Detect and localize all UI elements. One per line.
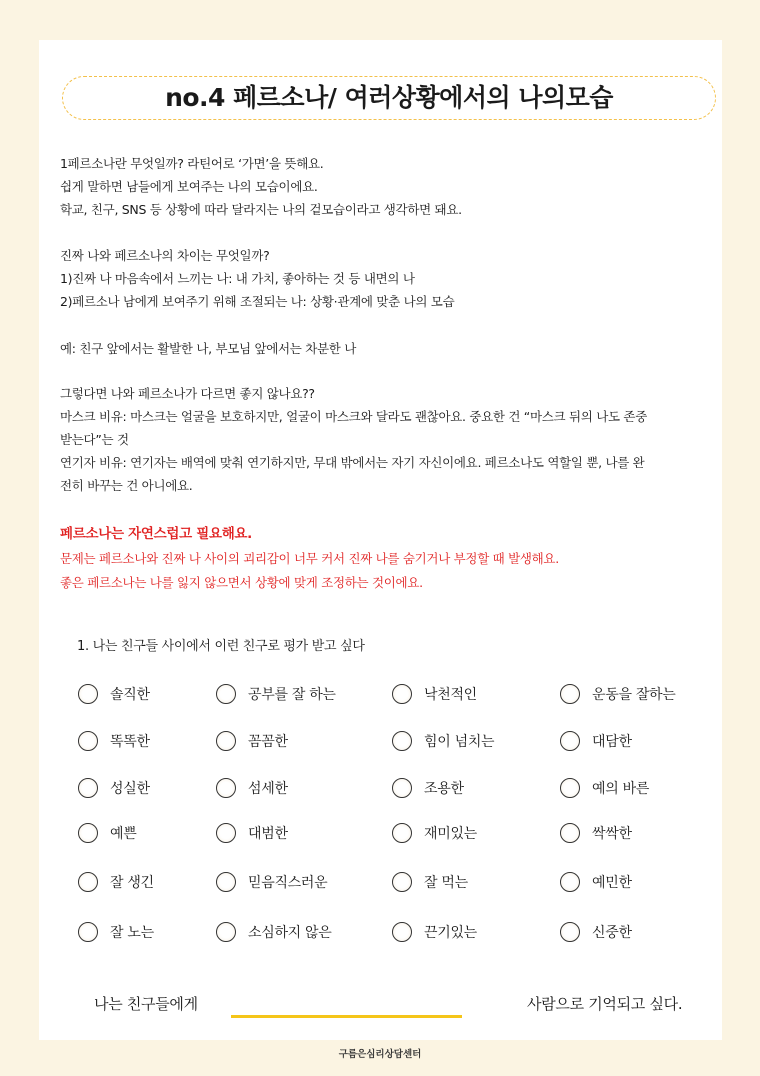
radio-circle-icon[interactable]	[78, 823, 98, 843]
intro-line: 쉽게 말하면 남들에게 보여주는 나의 모습이에요.	[60, 179, 318, 194]
option-item[interactable]	[78, 682, 150, 706]
highlight-heading: 페르소나는 자연스럽고 필요해요.	[60, 526, 253, 542]
analogy-line: 전히 바꾸는 건 아니에요.	[60, 478, 193, 493]
option-label: 대범한	[248, 826, 288, 842]
option-item[interactable]	[78, 870, 154, 894]
option-label: 섬세한	[248, 781, 288, 797]
highlight-paragraph	[60, 522, 705, 596]
radio-circle-icon[interactable]	[560, 922, 580, 942]
analogy-line: 마스크 비유: 마스크는 얼굴을 보호하지만, 얼굴이 마스크와 달라도 괜찮아요. 중요한 건 “마스크 뒤의 나도 존중	[60, 409, 647, 424]
option-label: 대담한	[592, 734, 632, 750]
option-label: 공부를 잘 하는	[248, 687, 336, 703]
intro-line: 1페르소나란 무엇일까? 라틴어로 ‘가면’을 뜻해요.	[60, 156, 324, 171]
option-item[interactable]	[216, 682, 336, 706]
option-label: 운동을 잘하는	[592, 687, 676, 703]
difference-line: 2)페르소나 남에게 보여주기 위해 조절되는 나: 상황·관계에 맞춘 나의 모습	[60, 294, 455, 309]
option-item[interactable]	[560, 870, 632, 894]
option-item[interactable]	[216, 920, 332, 944]
example-line: 예: 친구 앞에서는 활발한 나, 부모님 앞에서는 차분한 나	[60, 341, 357, 356]
radio-circle-icon[interactable]	[560, 823, 580, 843]
option-item[interactable]	[392, 920, 477, 944]
option-label: 성실한	[110, 781, 150, 797]
page-title: no.4 페르소나/ 여러상황에서의 나의모습	[165, 83, 613, 112]
radio-circle-icon[interactable]	[392, 922, 412, 942]
option-item[interactable]	[560, 821, 632, 845]
highlight-line: 좋은 페르소나는 나를 잃지 않으면서 상황에 맞게 조정하는 것이에요.	[60, 575, 423, 590]
difference-line: 진짜 나와 페르소나의 차이는 무엇일까?	[60, 248, 270, 263]
option-item[interactable]	[216, 821, 288, 845]
radio-circle-icon[interactable]	[78, 922, 98, 942]
option-item[interactable]	[392, 729, 494, 753]
option-item[interactable]	[560, 776, 649, 800]
radio-circle-icon[interactable]	[78, 684, 98, 704]
option-label: 잘 노는	[110, 925, 154, 941]
radio-circle-icon[interactable]	[560, 872, 580, 892]
example-paragraph	[60, 337, 705, 360]
radio-circle-icon[interactable]	[216, 872, 236, 892]
radio-circle-icon[interactable]	[392, 778, 412, 798]
radio-circle-icon[interactable]	[392, 731, 412, 751]
option-label: 힘이 넘치는	[424, 734, 495, 750]
option-item[interactable]	[560, 729, 632, 753]
option-label: 끈기있는	[424, 925, 477, 941]
analogy-paragraph	[60, 382, 705, 497]
option-label: 잘 먹는	[424, 875, 468, 891]
option-item[interactable]	[560, 920, 632, 944]
option-label: 믿음직스러운	[248, 875, 328, 891]
intro-paragraph	[60, 152, 705, 221]
radio-circle-icon[interactable]	[78, 872, 98, 892]
analogy-line: 받는다”는 것	[60, 432, 129, 447]
option-item[interactable]	[392, 682, 477, 706]
option-item[interactable]	[392, 821, 477, 845]
option-label: 조용한	[424, 781, 464, 797]
radio-circle-icon[interactable]	[216, 731, 236, 751]
option-label: 소심하지 않은	[248, 925, 332, 941]
option-label: 예민한	[592, 875, 632, 891]
option-item[interactable]	[216, 776, 288, 800]
option-item[interactable]	[560, 682, 676, 706]
radio-circle-icon[interactable]	[216, 778, 236, 798]
option-label: 똑똑한	[110, 734, 150, 750]
closing-after: 사람으로 기억되고 싶다.	[527, 995, 683, 1013]
difference-line: 1)진짜 나 마음속에서 느끼는 나: 내 가치, 좋아하는 것 등 내면의 나	[60, 271, 415, 286]
option-item[interactable]	[216, 729, 288, 753]
option-label: 낙천적인	[424, 687, 477, 703]
radio-circle-icon[interactable]	[560, 731, 580, 751]
radio-circle-icon[interactable]	[560, 684, 580, 704]
radio-circle-icon[interactable]	[216, 823, 236, 843]
option-item[interactable]	[78, 776, 150, 800]
option-label: 싹싹한	[592, 826, 632, 842]
radio-circle-icon[interactable]	[392, 872, 412, 892]
difference-paragraph	[60, 244, 705, 313]
radio-circle-icon[interactable]	[392, 823, 412, 843]
footer-credit: 구름은심리상담센터	[338, 1049, 422, 1060]
radio-circle-icon[interactable]	[78, 731, 98, 751]
option-label: 예쁜	[110, 826, 137, 842]
answer-blank-line[interactable]	[231, 1015, 462, 1018]
radio-circle-icon[interactable]	[392, 684, 412, 704]
question-1: 1. 나는 친구들 사이에서 이런 친구로 평가 받고 싶다	[77, 639, 365, 654]
option-label: 예의 바른	[592, 781, 650, 797]
option-label: 재미있는	[424, 826, 477, 842]
radio-circle-icon[interactable]	[216, 922, 236, 942]
option-label: 잘 생긴	[110, 875, 154, 891]
radio-circle-icon[interactable]	[216, 684, 236, 704]
radio-circle-icon[interactable]	[78, 778, 98, 798]
option-item[interactable]	[392, 870, 468, 894]
option-item[interactable]	[78, 920, 154, 944]
option-item[interactable]	[392, 776, 464, 800]
highlight-line: 문제는 페르소나와 진짜 나 사이의 괴리감이 너무 커서 진짜 나를 숨기거나 부정할 때 발생해요.	[60, 550, 559, 566]
option-item[interactable]	[78, 821, 136, 845]
radio-circle-icon[interactable]	[560, 778, 580, 798]
option-item[interactable]	[216, 870, 327, 894]
intro-line: 학교, 친구, SNS 등 상황에 따라 달라지는 나의 겉모습이라고 생각하면 돼요.	[60, 202, 462, 217]
option-label: 신중한	[592, 925, 632, 941]
option-label: 꼼꼼한	[248, 734, 288, 750]
option-item[interactable]	[78, 729, 150, 753]
closing-before: 나는 친구들에게	[94, 995, 198, 1013]
option-label: 솔직한	[110, 687, 150, 703]
analogy-line: 연기자 비유: 연기자는 배역에 맞춰 연기하지만, 무대 밖에서는 자기 자신이에요. 페르소나도 역할일 뿐, 나를 완	[60, 455, 645, 470]
analogy-line: 그렇다면 나와 페르소나가 다르면 좋지 않나요??	[60, 386, 315, 401]
